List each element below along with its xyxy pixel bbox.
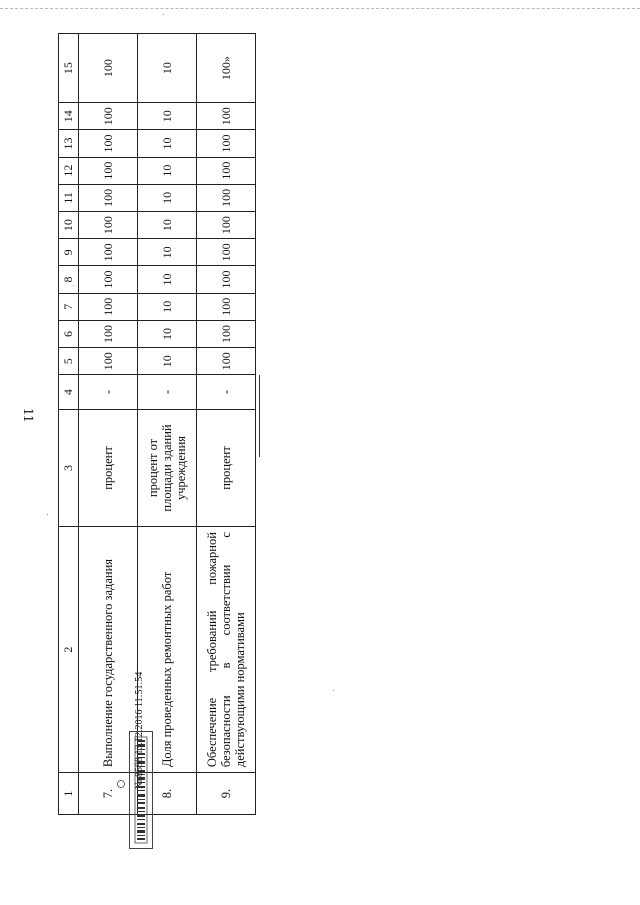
base-cell: - [138, 375, 197, 410]
scan-speck [47, 514, 48, 515]
indicator-name: Доля проведенных ремонтных работ [138, 527, 197, 773]
value-cell: 10 [138, 184, 197, 211]
value-cell: 100 [197, 157, 256, 184]
row-number: 8. [138, 773, 197, 815]
header-cell: 15 [59, 34, 79, 103]
value-cell: 10 [138, 157, 197, 184]
scan-speck [333, 690, 334, 691]
indicators-table [58, 33, 256, 815]
value-cell: 10 [138, 239, 197, 266]
header-cell: 9 [59, 239, 79, 266]
header-cell: 3 [59, 409, 79, 526]
table-row [197, 34, 256, 815]
base-cell: - [79, 375, 138, 410]
header-cell: 7 [59, 293, 79, 320]
value-cell: 10 [138, 320, 197, 347]
row-number: 9. [197, 773, 256, 815]
value-cell: 100 [79, 293, 138, 320]
value-cell: 10 [138, 34, 197, 103]
table-row [79, 34, 138, 815]
value-cell: 10 [138, 103, 197, 130]
value-cell: 100 [197, 320, 256, 347]
value-cell: 100 [79, 212, 138, 239]
page-number: 11 [20, 407, 36, 423]
scan-edge-line [0, 8, 640, 9]
value-cell: 100 [197, 348, 256, 375]
stamp-seal-icon [116, 779, 128, 789]
indicator-name: Выполнение государственного задания [79, 527, 138, 773]
value-cell: 10 [138, 212, 197, 239]
value-cell: 100 [197, 239, 256, 266]
value-cell: 100 [79, 184, 138, 211]
header-cell: 10 [59, 212, 79, 239]
value-cell: 100 [197, 184, 256, 211]
scan-speck [73, 285, 74, 286]
value-cell: 10 [138, 348, 197, 375]
separator-line [259, 375, 260, 457]
value-cell: 100 [197, 103, 256, 130]
value-cell: 100 [79, 266, 138, 293]
value-cell: 100 [79, 103, 138, 130]
registration-footer: № 8598 13.12.2016 11:51:54 [134, 671, 145, 789]
value-cell: 100 [79, 130, 138, 157]
header-row [59, 34, 79, 815]
header-cell: 1 [59, 773, 79, 815]
value-cell: 10 [138, 266, 197, 293]
indicators-table-container [58, 33, 247, 815]
row-number: 7. [79, 773, 138, 815]
value-cell: 100» [197, 34, 256, 103]
header-cell: 13 [59, 130, 79, 157]
value-cell: 100 [79, 157, 138, 184]
header-cell: 2 [59, 527, 79, 773]
unit-cell: процент [79, 409, 138, 526]
value-cell: 100 [79, 34, 138, 103]
header-cell: 5 [59, 348, 79, 375]
value-cell: 100 [197, 212, 256, 239]
unit-cell: процент [197, 409, 256, 526]
value-cell: 100 [79, 239, 138, 266]
indicator-name: Обеспечение требований пожарной безопасности в соответствии с действующими нормативами [197, 527, 256, 773]
header-cell: 14 [59, 103, 79, 130]
value-cell: 100 [79, 320, 138, 347]
scan-speck [163, 14, 164, 15]
unit-cell: процент от площади зданий учреждения [138, 409, 197, 526]
value-cell: 10 [138, 130, 197, 157]
header-cell: 11 [59, 184, 79, 211]
value-cell: 100 [197, 266, 256, 293]
base-cell: - [197, 375, 256, 410]
value-cell: 100 [79, 348, 138, 375]
header-cell: 6 [59, 320, 79, 347]
header-cell: 4 [59, 375, 79, 410]
header-cell: 12 [59, 157, 79, 184]
header-cell: 8 [59, 266, 79, 293]
value-cell: 10 [138, 293, 197, 320]
value-cell: 100 [197, 293, 256, 320]
value-cell: 100 [197, 130, 256, 157]
